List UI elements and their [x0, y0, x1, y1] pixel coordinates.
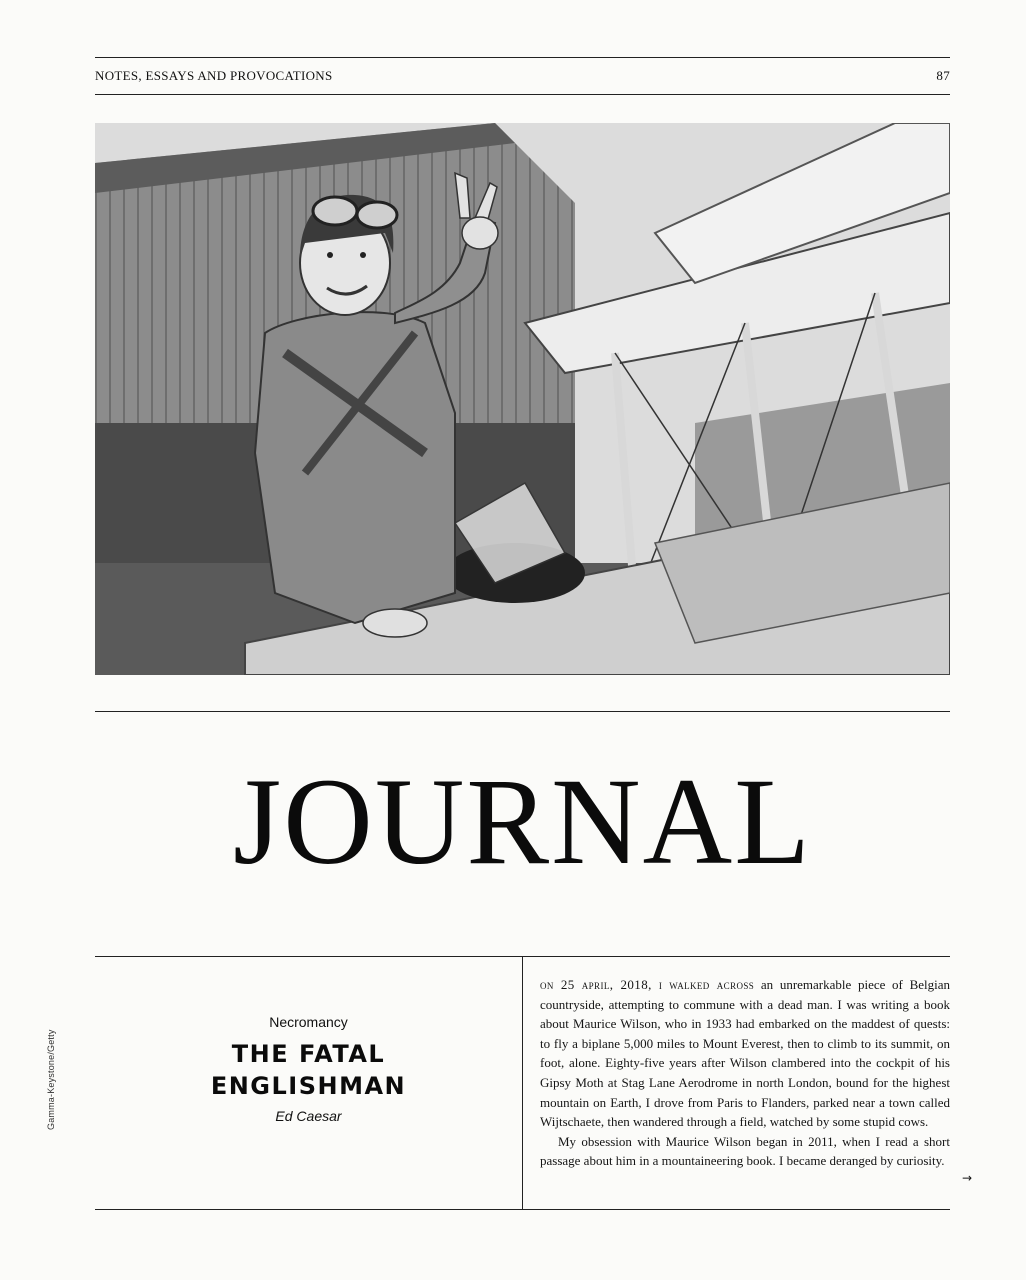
article-byline: Ed Caesar — [275, 1108, 342, 1124]
photo-rule — [95, 711, 950, 712]
headline-line-1: THE FATAL — [231, 1040, 386, 1068]
aviator-photo-illustration — [95, 123, 950, 675]
section-title: NOTES, ESSAYS AND PROVOCATIONS — [95, 68, 333, 83]
paragraph-1 — [540, 975, 950, 1132]
aviator-photo — [95, 123, 950, 675]
headline-line-2: ENGLISHMAN — [210, 1072, 407, 1100]
column-divider — [522, 957, 523, 1210]
article-kicker: Necromancy — [269, 1014, 348, 1030]
running-head-rule — [95, 94, 950, 95]
journal-masthead: JOURNAL — [233, 753, 812, 890]
paragraph-1-text: an unremarkable piece of Belgian countryside, attempting to commune with a dead man. I was writing a book about Maurice Wilson, who in 1933 had embarked on the maddest of quests: to fly a biplane 5,000 miles to Mount Everest, then to climb to its summit, on foot, alone. Eighty-five years after Wilson clambered into the cockpit of his Gipsy Moth at Stag Lane Aerodrome in north London, bound for the highest mountain on Earth, I drove from Paris to Flanders, parked near a town called Wijtschaete, then wandered through a field, watched by some stupid cows. — [540, 977, 950, 1130]
paragraph-2: My obsession with Maurice Wilson began in 2011, when I read a short passage about him in a mountaineering book. I became deranged by curiosity. — [540, 1133, 950, 1169]
article-body — [540, 975, 950, 1171]
paragraph-1-lead: on 25 april, 2018, i walked across — [540, 977, 755, 992]
article-headline — [95, 1038, 522, 1102]
photo-credit: Gamma-Keystone/Getty — [46, 1029, 56, 1130]
continue-arrow-icon: → — [962, 1171, 973, 1185]
page-number: 87 — [936, 68, 950, 83]
article-header — [95, 1012, 522, 1126]
running-head — [95, 68, 950, 86]
top-rule — [95, 57, 950, 58]
bottom-rule — [95, 1209, 950, 1210]
